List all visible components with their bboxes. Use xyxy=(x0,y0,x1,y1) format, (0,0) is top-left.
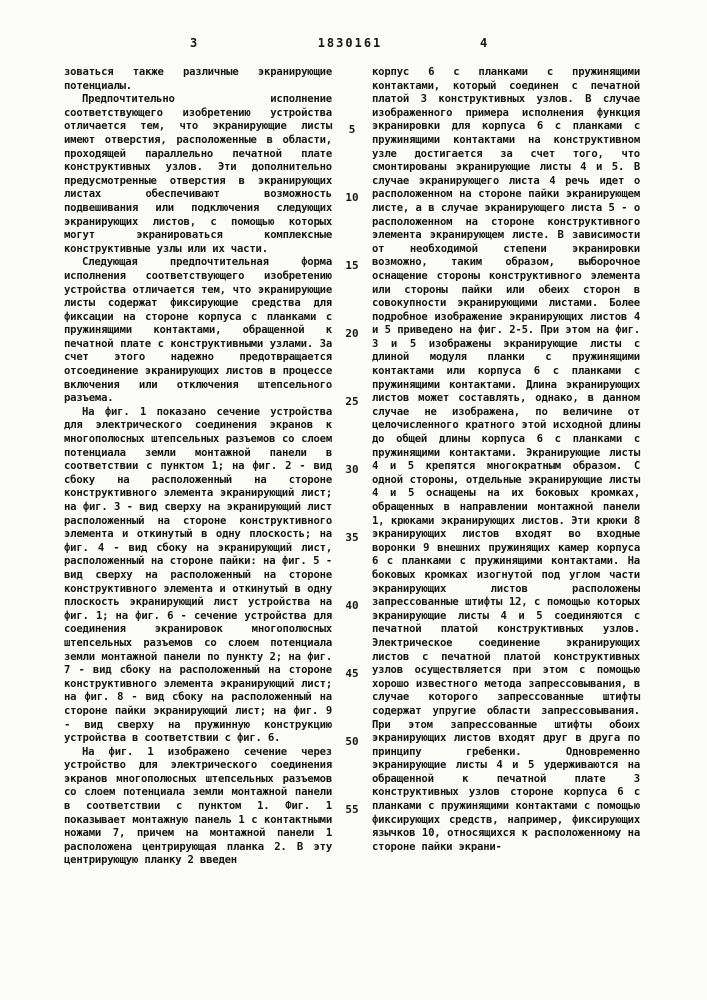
two-column-text-body xyxy=(64,66,640,868)
left-column-page-number: 3 xyxy=(190,36,199,50)
line-number-gutter xyxy=(332,66,372,868)
patent-document-number: 1830161 xyxy=(317,36,383,50)
line-number: 30 xyxy=(345,463,359,476)
paragraph: На фиг. 1 показано сечение устройства для электрического соединения экранов к многополюсных штепсельных разъемов со слоем потенциала земли монтажной панели в соответствии с пунктом 1; на фиг. 2 - вид сбоку на расположенный на стороне конструктивного элемента экранирующий лист; на фиг. 3 - вид сверху на экранирующий лист расположенный на стороне конструктивного элемента и откинутый в одну плоскость; на фиг. 4 - вид сбоку на экранирующий лист, расположенный на стороне пайки: на фиг. 5 - вид сверху на расположенный на стороне конструктивного элемента и откинутый в одну плоскость экранирующий лист устройства на фиг. 1; на фиг. 6 - сечение устройства для соединения экранировок многополюсных штепсельных разъемов со слоем потенциала земли монтажной панели по пункту 2; на фиг. 7 - вид сбоку на расположенный на стороне конструктивного элемента экранирующий лист; на фиг. 8 - вид сбоку на расположенный на стороне пайки экранирующий лист; на фиг. 9 - вид сверху на пружинную конструкцию устройства в соответствии с фиг. 6. xyxy=(64,405,332,745)
line-number: 35 xyxy=(345,531,359,544)
paragraph: корпус 6 с планками с пружинящими контактами, который соединен с печатной платой 3 конструктивных узлов. В случае изображенного примера исполнения функция экранировки для корпуса 6 с планками с пружинящими контактами на конструктивном узле достигается за счет того, что смонтированы экранирующие листы 4 и 5. В случае экранирующего листа 4 речь идет о расположенном на стороне пайки экранирующем листе, а в случае экранирующего листа 5 - о расположенном на стороне конструктивного элемента экранирующем листе. В зависимости от необходимой степени экранировки возможно, таким образом, выборочное оснащение стороны конструктивного элемента или стороны пайки или обеих сторон в совокупности экранирующими листами. Более подробное изображение экранирующих листов 4 и 5 приведено на фиг. 2-5. При этом на фиг. 3 и 5 изображены экранирующие листы с длиной модуля планки с пружинящими контактами или корпуса 6 с планками с пружинящими контактами. Длина экранирующих листов может составлять, однако, в данном случае не изображена, по величине от целочисленного кратного этой исходной длины до общей длины корпуса 6 с планками с пружинящими контактами. Экранирующие листы 4 и 5 крепятся многократным образом. С одной стороны, отдельные экранирующие листы 4 и 5 оснащены на их боковых кромках, обращенных в направлении монтажной панели 1, крюками экранирующих листов. Эти крюки 8 экранирующих листов входят во входные воронки 9 внешних пружинящих камер корпуса 6 с планками с пружинящими контактами. На боковых кромках изогнутой под углом части экранирующих листов расположены запрессованные штифты 12, с помощью которых экранирующие листы 4 и 5 соединяются с печатной платой конструктивных узлов. Электрическое соединение экранирующих листов с печатной платой конструктивных узлов осуществляется при этом с помощью хорошо известного метода запрессовывания, в случае которого запрессованные штифты содержат упругие области запрессовывания. При этом запрессованные штифты обоих экранирующих листов входят друг в друга по принципу гребенки. Одновременно экранирующие листы 4 и 5 удерживаются на обращенной к печатной плате 3 конструктивных узлов стороне корпуса 6 с планками с пружинящими контактами с помощью фиксирующих средств, например, фиксирующих язычков 10, относящихся к расположенному на стороне пайки экрани- xyxy=(372,66,640,853)
paragraph: На фиг. 1 изображено сечение через устройство для электрического соединения экранов многополюсных штепсельных разъемов со слоем потенциала земли монтажной панели в соответствии с пунктом 1. Фиг. 1 показывает монтажную панель 1 с контактными ножами 7, причем на монтажной панели 1 расположена центрирующая планка 2. В эту центрирующую планку 2 введен xyxy=(64,745,332,867)
line-number: 15 xyxy=(345,259,359,272)
line-number: 10 xyxy=(345,191,359,204)
line-number: 40 xyxy=(345,599,359,612)
line-number: 25 xyxy=(345,395,359,408)
left-text-column xyxy=(64,66,332,868)
paragraph: Предпочтительно исполнение соответствующего изобретению устройства отличается тем, что экранирующие листы имеют отверстия, расположенные в области, проходящей параллельно печатной плате конструктивных узлов. Эти дополнительно предусмотренные отверстия в экранирующих листах обеспечивают возможность подвешивания или подключения следующих экранирующих листов, с помощью которых могут экранироваться комплексные конструктивные узлы или их части. xyxy=(64,93,332,255)
paragraph: Следующая предпочтительная форма исполнения соответствующего изобретению устройства отличается тем, что экранирующие листы содержат фиксирующие средства для фиксации на стороне корпуса с планками с пружинящими контактами, обращенной к печатной плате с конструктивными узлами. За счет этого надежно предотвращается отсоединение экранирующих листов в процессе включения или отключения штепсельного разъема. xyxy=(64,256,332,405)
right-column-page-number: 4 xyxy=(480,36,489,50)
line-number: 55 xyxy=(345,803,359,816)
paragraph: зоваться также различные экранирующие потенциалы. xyxy=(64,66,332,92)
line-number: 20 xyxy=(345,327,359,340)
right-text-column xyxy=(372,66,640,868)
line-number: 50 xyxy=(345,735,359,748)
page-header xyxy=(0,36,707,52)
line-number: 45 xyxy=(345,667,359,680)
line-number: 5 xyxy=(348,123,356,136)
